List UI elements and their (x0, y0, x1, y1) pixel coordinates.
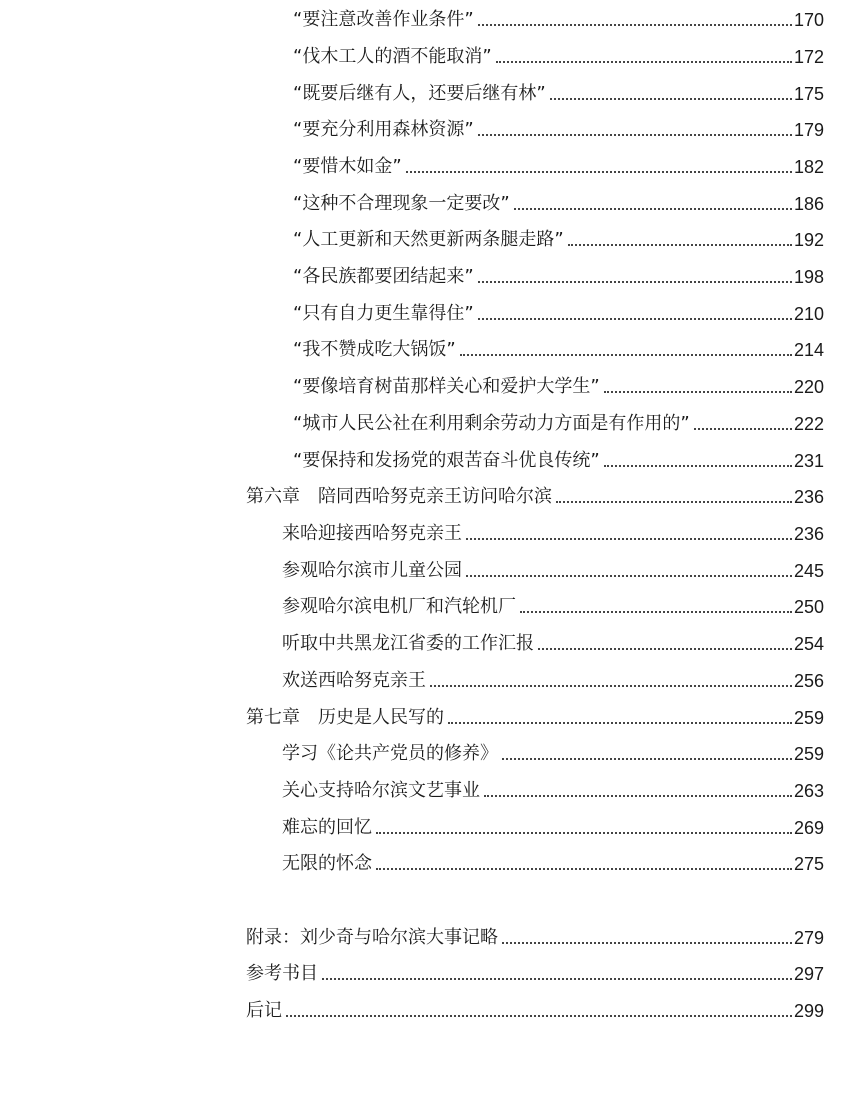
toc-entry-page: 245 (793, 561, 824, 581)
dot-leader (514, 208, 792, 210)
dot-leader (604, 465, 792, 467)
toc-entry[interactable] (293, 118, 824, 142)
toc-entry-page: 222 (793, 414, 824, 434)
dot-leader (466, 575, 792, 577)
dot-leader (478, 134, 792, 136)
toc-entry-page: 182 (793, 157, 824, 177)
toc-entry-page: 170 (793, 10, 824, 30)
toc-entry[interactable] (282, 522, 824, 546)
toc-entry[interactable] (282, 779, 824, 803)
toc-entry-page: 220 (793, 377, 824, 397)
toc-entry-page: 236 (793, 524, 824, 544)
toc-entry-title: 参观哈尔滨电机厂和汽轮机厂 (282, 596, 516, 617)
toc-entry[interactable] (293, 375, 824, 399)
toc-entry-title: “要充分利用森林资源” (293, 119, 474, 140)
toc-entry-page: 256 (793, 671, 824, 691)
toc-appendix[interactable] (246, 926, 824, 950)
toc-bibliography[interactable] (246, 962, 824, 986)
toc-chapter[interactable] (246, 485, 824, 509)
dot-leader (520, 611, 792, 613)
toc-entry-page: 210 (793, 304, 824, 324)
toc-entry-title: 听取中共黑龙江省委的工作汇报 (282, 633, 534, 654)
toc-entry-title: “人工更新和天然更新两条腿走路” (293, 229, 564, 250)
toc-entry[interactable] (293, 82, 824, 106)
toc-entry-page: 263 (793, 781, 824, 801)
toc-entry-title: 后记 (246, 1000, 282, 1021)
toc-entry[interactable] (293, 192, 824, 216)
toc-entry-page: 214 (793, 340, 824, 360)
dot-leader (694, 428, 792, 430)
toc-entry-title: “伐木工人的酒不能取消” (293, 46, 492, 67)
toc-entry-page: 259 (793, 744, 824, 764)
toc-chapter-title: 第六章 陪同西哈努克亲王访问哈尔滨 (246, 486, 552, 507)
toc-entry-title: “我不赞成吃大锅饭” (293, 339, 456, 360)
toc-entry[interactable] (282, 852, 824, 876)
toc-entry-title: 参观哈尔滨市儿童公园 (282, 560, 462, 581)
dot-leader (502, 758, 792, 760)
dot-leader (538, 648, 792, 650)
toc-entry[interactable] (293, 412, 824, 436)
toc-entry-page: 259 (793, 708, 824, 728)
dot-leader (376, 832, 792, 834)
toc-entry[interactable] (293, 8, 824, 32)
toc-entry[interactable] (293, 228, 824, 252)
toc-entry-title: “只有自力更生靠得住” (293, 303, 474, 324)
toc-entry-title: “这种不合理现象一定要改” (293, 193, 510, 214)
toc-entry[interactable] (293, 449, 824, 473)
toc-entry-title: 难忘的回忆 (282, 817, 372, 838)
toc-entry[interactable] (293, 302, 824, 326)
toc-entry-page: 231 (793, 451, 824, 471)
dot-leader (376, 868, 792, 870)
dot-leader (568, 244, 792, 246)
toc-entry-title: 学习《论共产党员的修养》 (282, 743, 498, 764)
toc-entry-page: 297 (793, 964, 824, 984)
toc-entry-title: “既要后继有人，还要后继有林” (293, 83, 546, 104)
dot-leader (478, 318, 792, 320)
dot-leader (286, 1015, 792, 1017)
toc-entry-page: 275 (793, 854, 824, 874)
toc-entry-page: 269 (793, 818, 824, 838)
toc-entry-title: 欢送西哈努克亲王 (282, 670, 426, 691)
dot-leader (448, 722, 792, 724)
toc-entry-title: “要像培育树苗那样关心和爱护大学生” (293, 376, 600, 397)
toc-entry-title: 来哈迎接西哈努克亲王 (282, 523, 462, 544)
toc-entry-title: 附录：刘少奇与哈尔滨大事记略 (246, 927, 498, 948)
toc-chapter-title: 第七章 历史是人民写的 (246, 707, 444, 728)
toc-entry-title: “要注意改善作业条件” (293, 9, 474, 30)
dot-leader (430, 685, 792, 687)
toc-entry-title: 参考书目 (246, 963, 318, 984)
toc-entry-page: 172 (793, 47, 824, 67)
toc-entry[interactable] (282, 559, 824, 583)
toc-entry-title: 关心支持哈尔滨文艺事业 (282, 780, 480, 801)
toc-entry-page: 299 (793, 1001, 824, 1021)
toc-entry-page: 179 (793, 120, 824, 140)
toc-entry[interactable] (293, 155, 824, 179)
dot-leader (502, 942, 792, 944)
dot-leader (484, 795, 792, 797)
toc-entry-title: “要保持和发扬党的艰苦奋斗优良传统” (293, 450, 600, 471)
toc-entry-title: 无限的怀念 (282, 853, 372, 874)
toc-entry[interactable] (282, 742, 824, 766)
dot-leader (406, 171, 792, 173)
dot-leader (604, 391, 792, 393)
toc-chapter[interactable] (246, 706, 824, 730)
dot-leader (478, 281, 792, 283)
toc-entry-page: 198 (793, 267, 824, 287)
dot-leader (550, 98, 792, 100)
toc-entry-page: 175 (793, 84, 824, 104)
toc-entry-title: “城市人民公社在利用剩余劳动力方面是有作用的” (293, 413, 690, 434)
toc-entry[interactable] (293, 338, 824, 362)
toc-entry-page: 192 (793, 230, 824, 250)
toc-afterword[interactable] (246, 999, 824, 1023)
toc-entry-title: “要惜木如金” (293, 156, 402, 177)
toc-entry[interactable] (282, 632, 824, 656)
toc-entry[interactable] (293, 265, 824, 289)
dot-leader (322, 978, 792, 980)
toc-entry-page: 254 (793, 634, 824, 654)
toc-entry-title: “各民族都要团结起来” (293, 266, 474, 287)
toc-entry-page: 236 (793, 487, 824, 507)
toc-entry[interactable] (282, 669, 824, 693)
dot-leader (478, 24, 792, 26)
toc-entry[interactable] (282, 816, 824, 840)
toc-entry-page: 279 (793, 928, 824, 948)
dot-leader (460, 354, 792, 356)
toc-entry-page: 186 (793, 194, 824, 214)
toc-entry[interactable] (282, 595, 824, 619)
dot-leader (466, 538, 792, 540)
dot-leader (556, 501, 792, 503)
toc-entry-page: 250 (793, 597, 824, 617)
toc-entry[interactable] (293, 45, 824, 69)
dot-leader (496, 61, 792, 63)
